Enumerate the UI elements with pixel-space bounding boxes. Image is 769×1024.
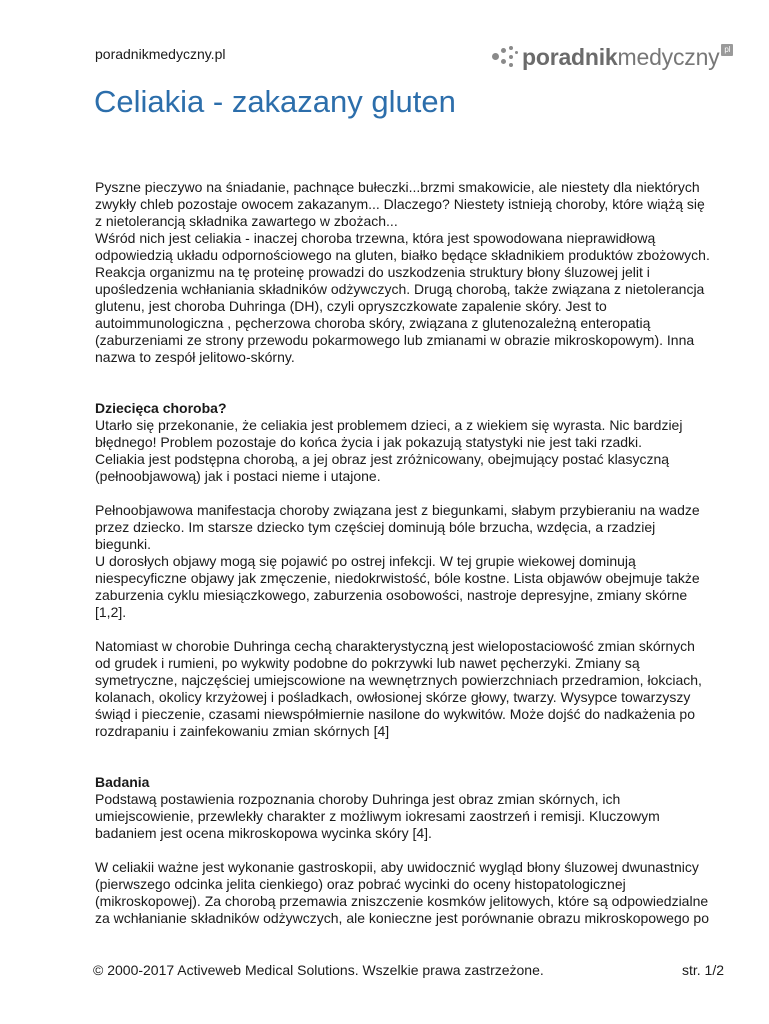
- footer-page-number: str. 1/2: [681, 962, 724, 978]
- article-body: [95, 179, 735, 927]
- page-title: Celiakia - zakazany gluten: [94, 84, 456, 119]
- section1-paragraph-1: Utarło się przekonanie, że celiakia jest problemem dzieci, a z wiekiem się wyrasta. Nic bardziej błędnego! Problem pozostaje do końca życia i jak pokazują statystyki nie jest taki rzadki.: [95, 417, 683, 450]
- logo-dots-icon: [492, 46, 518, 68]
- logo-text-bold: poradnik: [522, 43, 618, 70]
- section1-paragraph-5: Natomiast w chorobie Duhringa cechą charakterystyczną jest wielopostaciowość zmian skórnych od grudek i rumieni, po wykwity podobne do pokrzywki lub nawet pęcherzyki. Zmiany są symetryczne, najczęściej umiejscowione na wewnętrznych powierzchniach przedramion, łokciach, kolanach, okolicy krzyżowej i pośladkach, owłosionej skórze głowy, twarzy. Wysypce towarzyszy świąd i pieczenie, czasami niewspółmiernie nasilone do wykwitów. Może dojść do nadkażenia po rozdrapaniu i zainfekowaniu zmian skórnych [4]: [95, 638, 702, 739]
- intro-paragraph-2: Wśród nich jest celiakia - inaczej choroba trzewna, która jest spowodowana nieprawidłową odpowiedzią układu odpornościowego na gluten, białko będące składnikiem produktów zbożowych. Reakcja organizmu na tę proteinę prowadzi do uszkodzenia struktury błony śluzowej jelit i upośledzenia wchłaniania składników odżywczych. Drugą chorobą, także związana z nietolerancja glutenu, jest choroba Duhringa (DH), czyli opryszczkowate zapalenie skóry. Jest to autoimmunologiczna , pęcherzowa choroba skóry, związana z glutenozależną enteropatią (zaburzeniami ze strony przewodu pokarmowego lub zmianami w obrazie mikroskopowym). Inna nazwa to zespół jelitowo-skórny.: [95, 230, 710, 365]
- section-heading-tests: Badania: [95, 774, 150, 790]
- header-site-url: poradnikmedyczny.pl: [95, 46, 226, 62]
- section-heading-childhood: Dziecięca choroba?: [95, 400, 227, 416]
- logo-text-light: medyczny: [617, 43, 720, 70]
- section2-paragraph-2: W celiakii ważne jest wykonanie gastroskopii, aby uwidocznić wygląd błony śluzowej dwunastnicy (pierwszego odcinka jelita cienkiego) oraz pobrać wycinki do oceny histopatologicznej (mikroskopowej). Za chorobą przemawia zniszczenie kosmków jelitowych, które są odpowiedzialne za wchłanianie składników odżywczych, ale konieczne jest porównanie obrazu mikroskopowego po: [95, 859, 709, 926]
- logo-text: [522, 44, 719, 71]
- section1-paragraph-4: U dorosłych objawy mogą się pojawić po ostrej infekcji. W tej grupie wiekowej dominują niespecyficzne objawy jak zmęczenie, niedokrwistość, bóle kostne. Lista objawów obejmuje także zaburzenia cyklu miesiączkowego, zaburzenia osobowości, nastroje depresyjne, zmiany skórne [1,2].: [95, 553, 700, 620]
- intro-paragraph-1: Pyszne pieczywo na śniadanie, pachnące bułeczki...brzmi smakowicie, ale niestety dla niektórych zwykły chleb pozostaje owocem zakazanym... Dlaczego? Niestety istnieją choroby, które wiążą się z nietolerancją składnika zawartego w zbożach...: [95, 179, 705, 229]
- section1-paragraph-3: Pełnoobjawowa manifestacja choroby związana jest z biegunkami, słabym przybieraniu na wadze przez dziecko. Im starsze dziecko tym częściej dominują bóle brzucha, wzdęcia, a rzadziej biegunki.: [95, 502, 700, 552]
- section2-paragraph-1: Podstawą postawienia rozpoznania choroby Duhringa jest obraz zmian skórnych, ich umiejscowienie, przewlekły charakter z możliwym iokresami zaostrzeń i remisji. Kluczowym badaniem jest ocena mikroskopowa wycinka skóry [4].: [95, 791, 660, 841]
- section1-paragraph-2: Celiakia jest podstępna chorobą, a jej obraz jest zróżnicowany, obejmujący postać klasyczną (pełnoobjawową) jak i postaci nieme i utajone.: [95, 451, 670, 484]
- logo-badge: pl: [721, 44, 733, 56]
- footer-copyright: © 2000-2017 Activeweb Medical Solutions. Wszelkie prawa zastrzeżone.: [93, 962, 544, 978]
- site-logo[interactable]: [492, 42, 733, 72]
